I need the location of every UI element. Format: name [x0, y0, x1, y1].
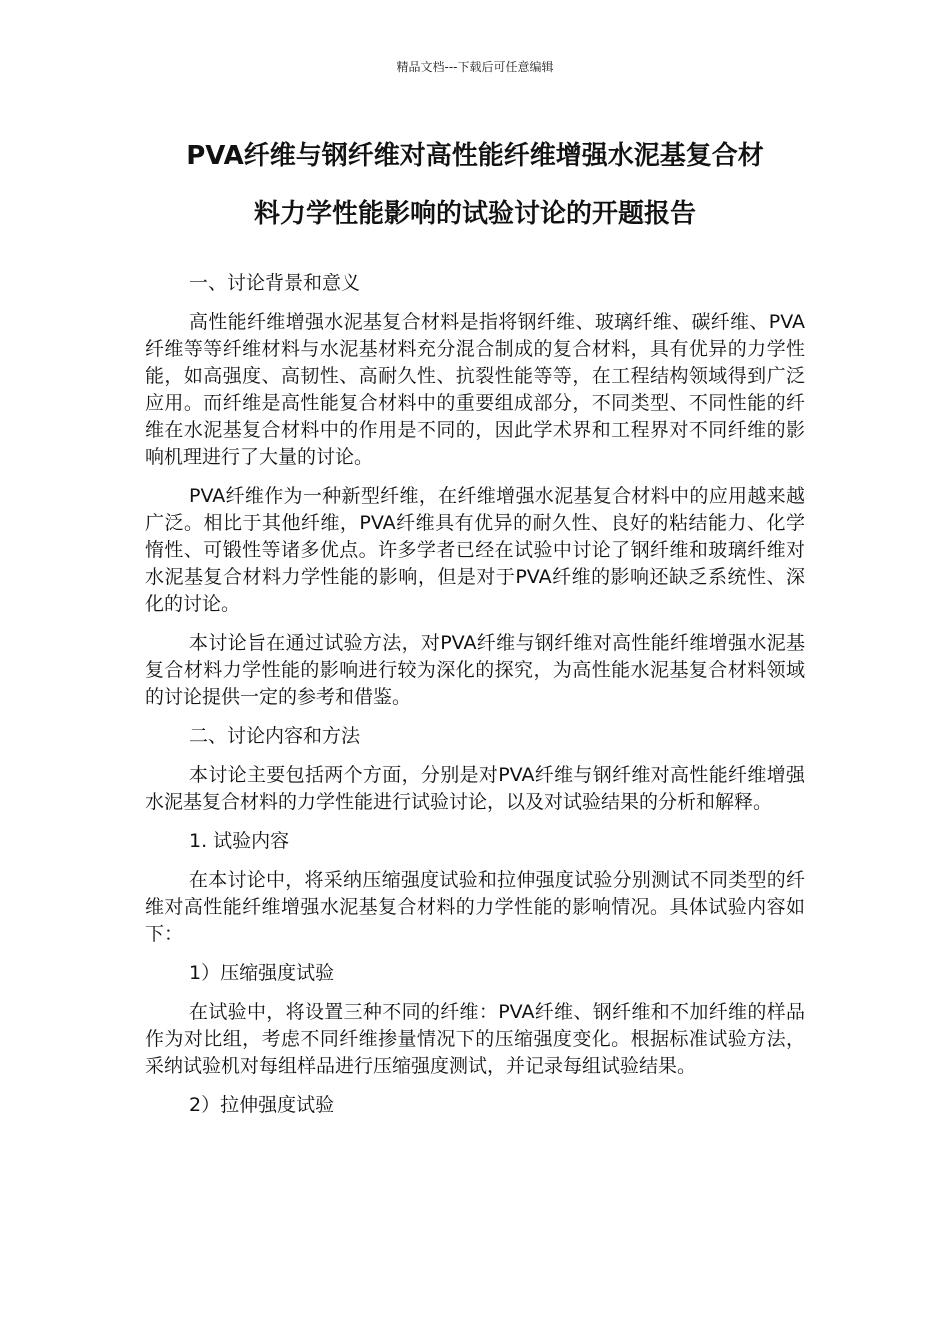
subheading-test-content: 1. 试验内容: [189, 830, 290, 852]
paragraph-purpose: 本讨论旨在通过试验方法，对PVA纤维与钢纤维对高性能纤维增强水泥基复合材料力学性能的影响进行较为深化的探究，为高性能水泥基复合材料领域的讨论提供一定的参考和借鉴。: [145, 632, 805, 708]
document-title-line-1: PVA纤维与钢纤维对高性能纤维增强水泥基复合材: [186, 141, 764, 171]
subheading-tensile-test: 2）拉伸强度试验: [189, 1094, 335, 1116]
document-title-line-2: 料力学性能影响的试验讨论的开题报告: [253, 199, 696, 229]
document-body: [145, 270, 805, 1131]
paragraph-test-overview: 在本讨论中，将采纳压缩强度试验和拉伸强度试验分别测试不同类型的纤维对高性能纤维增强水泥基复合材料的力学性能的影响情况。具体试验内容如下：: [145, 869, 805, 945]
header-note: 精品文档---下载后可任意编辑: [396, 60, 554, 74]
section-heading-methods: 二、讨论内容和方法: [189, 725, 361, 747]
paragraph-intro-composites: 高性能纤维增强水泥基复合材料是指将钢纤维、玻璃纤维、碳纤维、PVA纤维等等纤维材料与水泥基材料充分混合制成的复合材料，具有优异的力学性能，如高强度、高韧性、高耐久性、抗裂性能等等，在工程结构领域得到广泛应用。而纤维是高性能复合材料中的重要组成部分，不同类型、不同性能的纤维在水泥基复合材料中的作用是不同的，因此学术界和工程界对不同纤维的影响机理进行了大量的讨论。: [145, 311, 805, 468]
section-heading-background: 一、讨论背景和意义: [189, 272, 361, 294]
paragraph-pva-fiber: PVA纤维作为一种新型纤维，在纤维增强水泥基复合材料中的应用越来越广泛。相比于其他纤维，PVA纤维具有优异的耐久性、良好的粘结能力、化学惰性、可锻性等诸多优点。许多学者已经在试验中讨论了钢纤维和玻璃纤维对水泥基复合材料力学性能的影响，但是对于PVA纤维的影响还缺乏系统性、深化的讨论。: [145, 485, 805, 615]
paragraph-research-scope: 本讨论主要包括两个方面，分别是对PVA纤维与钢纤维对高性能纤维增强水泥基复合材料的力学性能进行试验讨论，以及对试验结果的分析和解释。: [145, 764, 805, 813]
paragraph-compression-test: 在试验中，将设置三种不同的纤维：PVA纤维、钢纤维和不加纤维的样品作为对比组，考虑不同纤维掺量情况下的压缩强度变化。根据标准试验方法，采纳试验机对每组样品进行压缩强度测试，并记录每组试验结果。: [145, 1001, 805, 1077]
subheading-compression-test: 1）压缩强度试验: [189, 962, 335, 984]
